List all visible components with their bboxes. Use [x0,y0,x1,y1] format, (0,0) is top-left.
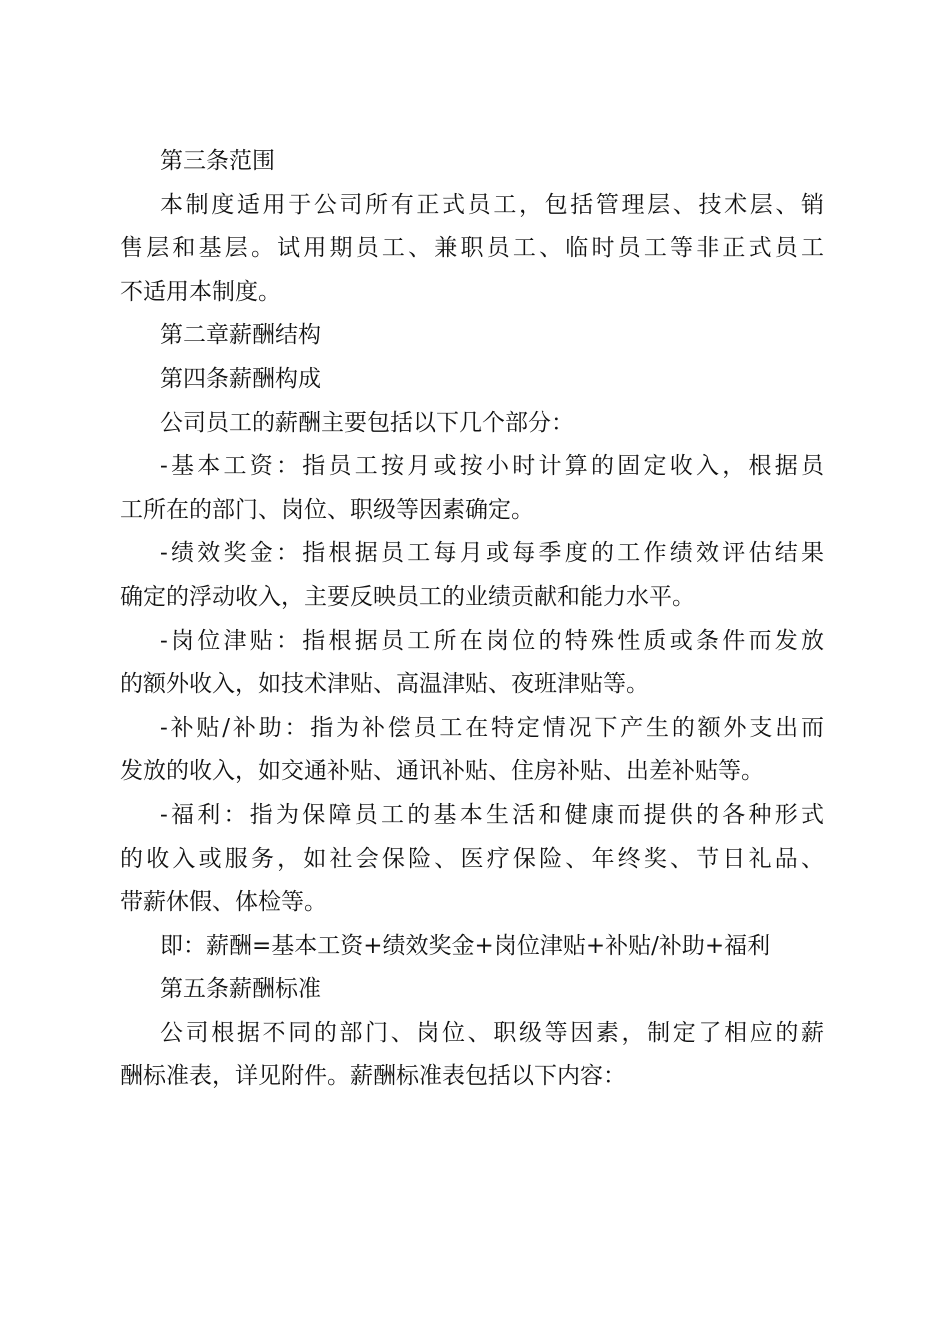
text-line: -补贴/补助：指为补偿员工在特定情况下产生的额外支出而 [160,714,824,741]
paragraph [120,794,824,925]
document-body [120,140,824,1099]
section-heading [120,140,824,184]
paragraph [120,532,824,619]
text-line: 不适用本制度。 [120,278,281,305]
text-line: 带薪休假、体检等。 [120,889,327,916]
paragraph [120,620,824,707]
text-line: 工所在的部门、岗位、职级等因素确定。 [120,496,534,523]
text-line: 即：薪酬=基本工资+绩效奖金+岗位津贴+补贴/补助+福利 [160,932,771,959]
paragraph [120,707,824,794]
text-line: 的额外收入，如技术津贴、高温津贴、夜班津贴等。 [120,671,649,698]
text-line: 售层和基层。试用期员工、兼职员工、临时员工等非正式员工 [120,235,824,262]
paragraph [120,1012,824,1099]
text-line: 第四条薪酬构成 [160,365,321,392]
text-line: -绩效奖金：指根据员工每月或每季度的工作绩效评估结果 [160,540,824,567]
paragraph [120,402,824,446]
text-line: -基本工资：指员工按月或按小时计算的固定收入，根据员 [160,453,824,480]
text-line: -岗位津贴：指根据员工所在岗位的特殊性质或条件而发放 [160,627,824,654]
text-line: 第五条薪酬标准 [160,976,321,1003]
text-line: 本制度适用于公司所有正式员工，包括管理层、技术层、销 [160,191,824,218]
text-line: 第二章薪酬结构 [160,322,321,349]
text-line: 确定的浮动收入，主要反映员工的业绩贡献和能力水平。 [120,583,695,610]
section-heading [120,358,824,402]
text-line: 第三条范围 [160,148,275,174]
text-line: 酬标准表，详见附件。薪酬标准表包括以下内容： [120,1063,626,1090]
text-line: -福利：指为保障员工的基本生活和健康而提供的各种形式 [160,801,824,828]
paragraph [120,184,824,315]
paragraph [120,925,824,969]
paragraph [120,445,824,532]
text-line: 发放的收入，如交通补贴、通讯补贴、住房补贴、出差补贴等。 [120,758,764,785]
text-line: 公司员工的薪酬主要包括以下几个部分： [160,409,574,436]
text-line: 的收入或服务，如社会保险、医疗保险、年终奖、节日礼品、 [120,845,824,872]
section-heading [120,314,824,358]
section-heading [120,968,824,1012]
text-line: 公司根据不同的部门、岗位、职级等因素，制定了相应的薪 [160,1019,824,1046]
